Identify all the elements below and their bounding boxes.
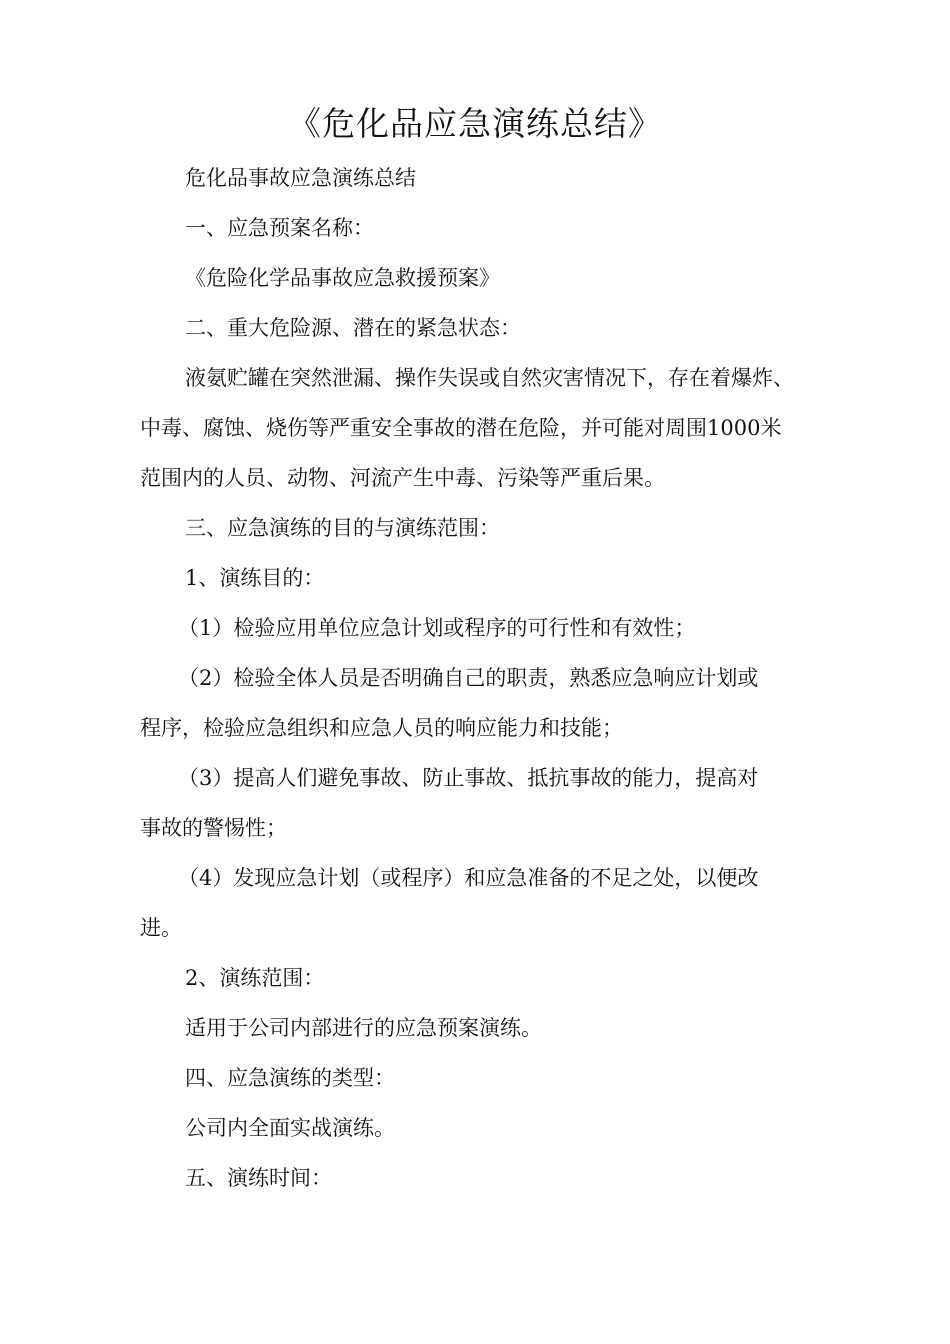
section-heading-purpose: 三、应急演练的目的与演练范围：	[185, 516, 500, 540]
section-heading-plan-name: 一、应急预案名称：	[185, 216, 374, 240]
paragraph-line: （4）发现应急计划（或程序）和应急准备的不足之处，以便改	[178, 866, 759, 890]
paragraph-line: 进。	[140, 916, 182, 940]
type-paragraph: 公司内全面实战演练。	[185, 1116, 395, 1140]
section-heading-hazard: 二、重大危险源、潜在的紧急状态：	[185, 316, 521, 340]
section-heading-time: 五、演练时间：	[185, 1166, 332, 1190]
paragraph-line: 液氨贮罐在突然泄漏、操作失误或自然灾害情况下，存在着爆炸、	[185, 366, 794, 390]
paragraph-line: 范围内的人员、动物、河流产生中毒、污染等严重后果。	[140, 466, 665, 490]
section-heading-type: 四、应急演练的类型：	[185, 1066, 395, 1090]
subheading-scope: 2、演练范围：	[185, 966, 325, 990]
subheading-purpose: 1、演练目的：	[185, 566, 325, 590]
paragraph-line: （3）提高人们避免事故、防止事故、抵抗事故的能力，提高对	[178, 766, 759, 790]
paragraph-line: 事故的警惕性；	[140, 816, 287, 840]
paragraph-line: 程序，检验应急组织和应急人员的响应能力和技能；	[140, 716, 623, 740]
scope-paragraph: 适用于公司内部进行的应急预案演练。	[185, 1016, 542, 1040]
purpose-item-4	[140, 853, 830, 953]
hazard-paragraph	[140, 353, 830, 503]
subtitle-paragraph: 危化品事故应急演练总结	[185, 166, 416, 190]
purpose-item-2	[140, 653, 830, 753]
document-title: 《危化品应急演练总结》	[288, 104, 662, 143]
purpose-item-3	[140, 753, 830, 853]
plan-name-paragraph: 《危险化学品事故应急救援预案》	[185, 266, 500, 290]
paragraph-line: 中毒、腐蚀、烧伤等严重安全事故的潜在危险，并可能对周围1000米	[140, 416, 782, 440]
document-body	[140, 153, 830, 1203]
purpose-item-1: （1）检验应用单位应急计划或程序的可行性和有效性；	[178, 616, 696, 640]
paragraph-line: （2）检验全体人员是否明确自己的职责，熟悉应急响应计划或	[178, 666, 759, 690]
